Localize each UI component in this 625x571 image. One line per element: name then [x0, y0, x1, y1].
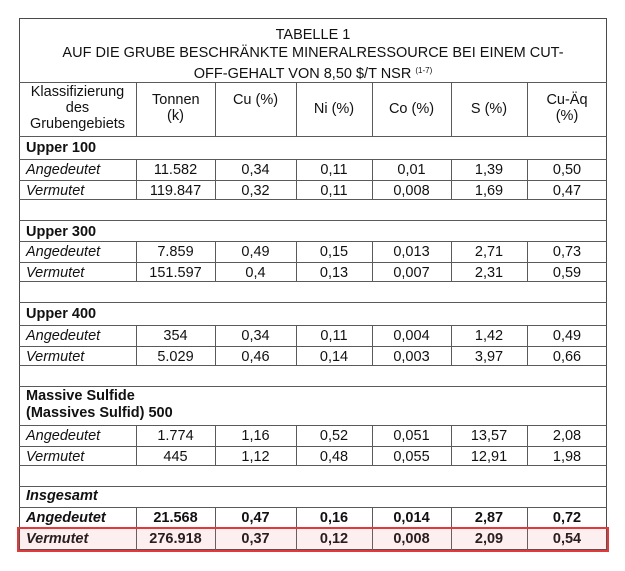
grid-line	[136, 159, 137, 199]
cell-cu-eq: 0,72	[552, 510, 582, 526]
cell-co: 0,013	[393, 244, 430, 260]
header-ni: Ni (%)	[313, 101, 355, 117]
header-tonnes: Tonnen (k)	[152, 92, 200, 124]
cell-cu: 0,49	[241, 244, 270, 260]
cell-co: 0,004	[393, 328, 430, 344]
cell-classification: Vermutet	[26, 265, 85, 281]
cell-tonnes: 1.774	[157, 428, 194, 444]
grid-line	[296, 325, 297, 365]
title-line-3-text: OFF-GEHALT VON 8,50 $/T NSR	[193, 66, 412, 82]
table-title	[19, 27, 607, 84]
highlighted-row-marker	[17, 527, 609, 552]
cell-s: 1,39	[474, 162, 504, 178]
grid-line	[451, 425, 452, 465]
grid-line	[215, 325, 216, 365]
cell-tonnes: 7.859	[157, 244, 194, 260]
cell-tonnes: 5.029	[157, 349, 194, 365]
header-s: S (%)	[470, 101, 508, 117]
cell-classification: Vermutet	[26, 531, 89, 547]
grid-line	[372, 159, 373, 199]
grid-line	[372, 82, 373, 136]
section-heading: Massive Sulfide	[26, 388, 135, 404]
cell-co: 0,055	[393, 449, 430, 465]
cell-ni: 0,11	[320, 328, 348, 344]
grid-line	[296, 82, 297, 136]
cell-classification: Angedeutet	[26, 244, 101, 260]
cell-cu: 0,47	[241, 510, 270, 526]
cell-cu-eq: 1,98	[552, 449, 582, 465]
cell-co: 0,01	[397, 162, 426, 178]
grid-line	[372, 425, 373, 465]
grid-line	[136, 241, 137, 281]
cell-cu: 1,16	[241, 428, 270, 444]
cell-s: 1,69	[474, 183, 504, 199]
cell-cu-eq: 0,49	[552, 328, 582, 344]
cell-ni: 0,11	[320, 183, 348, 199]
header-cu-eq: Cu-Äq (%)	[546, 92, 588, 124]
grid-line	[19, 136, 607, 137]
cell-ni: 0,15	[319, 244, 349, 260]
grid-line	[527, 159, 528, 199]
cell-ni: 0,12	[319, 531, 349, 547]
cell-s: 12,91	[470, 449, 508, 465]
grid-line	[451, 325, 452, 365]
grid-line	[296, 159, 297, 199]
cell-co: 0,008	[393, 531, 430, 547]
cell-s: 3,97	[474, 349, 504, 365]
cell-tonnes: 276.918	[149, 531, 202, 547]
section-heading: Upper 300	[26, 224, 97, 240]
header-classification: Klassifizierung des Grubengebiets	[29, 84, 126, 132]
grid-line	[136, 82, 137, 136]
cell-cu: 0,32	[241, 183, 270, 199]
grid-line	[215, 425, 216, 465]
cell-s: 2,31	[474, 265, 504, 281]
grid-line	[136, 425, 137, 465]
title-line-2: AUF DIE GRUBE BESCHRÄNKTE MINERALRESSOURCE BEI EINEM CUT-	[62, 44, 564, 61]
grid-line	[215, 159, 216, 199]
cell-tonnes: 11.582	[153, 162, 198, 178]
cell-cu: 0,37	[241, 531, 270, 547]
header-co: Co (%)	[388, 101, 435, 117]
cell-cu: 0,4	[245, 265, 266, 281]
cell-ni: 0,48	[319, 449, 349, 465]
title-line-3	[19, 62, 607, 84]
section-heading-line-2: (Massives Sulfid) 500	[26, 405, 173, 421]
cell-ni: 0,16	[319, 510, 349, 526]
grid-line	[527, 82, 528, 136]
grid-line	[451, 82, 452, 136]
grid-line	[19, 220, 607, 221]
grid-line	[19, 82, 607, 83]
section-heading: Insgesamt	[26, 488, 98, 504]
section-heading: Upper 400	[26, 306, 97, 322]
grid-line	[451, 241, 452, 281]
cell-ni: 0,52	[319, 428, 349, 444]
cell-tonnes: 354	[163, 328, 188, 344]
grid-line	[296, 241, 297, 281]
cell-s: 1,42	[474, 328, 504, 344]
cell-cu-eq: 0,59	[552, 265, 582, 281]
title-line-1: TABELLE 1	[275, 27, 351, 43]
header-cu: Cu (%)	[232, 92, 279, 108]
cell-classification: Angedeutet	[26, 162, 101, 178]
grid-line	[527, 241, 528, 281]
cell-tonnes: 21.568	[153, 510, 198, 526]
grid-line	[19, 199, 607, 200]
grid-line	[19, 302, 607, 303]
cell-s: 2,09	[474, 531, 504, 547]
cell-cu-eq: 0,50	[552, 162, 582, 178]
grid-line	[19, 465, 607, 466]
cell-co: 0,014	[393, 510, 430, 526]
cell-classification: Vermutet	[26, 349, 85, 365]
cell-classification: Angedeutet	[26, 510, 106, 526]
grid-line	[215, 241, 216, 281]
cell-co: 0,051	[393, 428, 430, 444]
cell-classification: Vermutet	[26, 183, 85, 199]
grid-line	[451, 159, 452, 199]
cell-cu-eq: 0,54	[552, 531, 582, 547]
grid-line	[136, 325, 137, 365]
grid-line	[372, 241, 373, 281]
section-heading: Upper 100	[26, 140, 97, 156]
cell-cu: 1,12	[241, 449, 270, 465]
cell-co: 0,008	[393, 183, 430, 199]
cell-tonnes: 119.847	[149, 183, 202, 199]
grid-line	[19, 486, 607, 487]
grid-line	[215, 82, 216, 136]
cell-co: 0,003	[393, 349, 430, 365]
cell-s: 2,87	[474, 510, 504, 526]
grid-line	[372, 325, 373, 365]
cell-tonnes: 151.597	[149, 265, 202, 281]
grid-line	[527, 325, 528, 365]
cell-cu: 0,34	[241, 328, 270, 344]
title-superscript: (1-7)	[415, 66, 433, 75]
grid-line	[296, 425, 297, 465]
cell-classification: Angedeutet	[26, 428, 101, 444]
cell-cu: 0,34	[241, 162, 270, 178]
grid-line	[527, 425, 528, 465]
cell-ni: 0,13	[319, 265, 349, 281]
cell-ni: 0,11	[320, 162, 348, 178]
cell-cu-eq: 0,47	[552, 183, 582, 199]
cell-s: 2,71	[474, 244, 504, 260]
cell-s: 13,57	[470, 428, 508, 444]
cell-classification: Vermutet	[26, 449, 85, 465]
cell-ni: 0,14	[319, 349, 349, 365]
cell-cu-eq: 2,08	[552, 428, 582, 444]
cell-cu-eq: 0,73	[552, 244, 582, 260]
cell-cu: 0,46	[241, 349, 270, 365]
cell-tonnes: 445	[163, 449, 188, 465]
cell-co: 0,007	[393, 265, 430, 281]
cell-classification: Angedeutet	[26, 328, 101, 344]
cell-cu-eq: 0,66	[552, 349, 582, 365]
grid-line	[19, 365, 607, 366]
grid-line	[19, 281, 607, 282]
